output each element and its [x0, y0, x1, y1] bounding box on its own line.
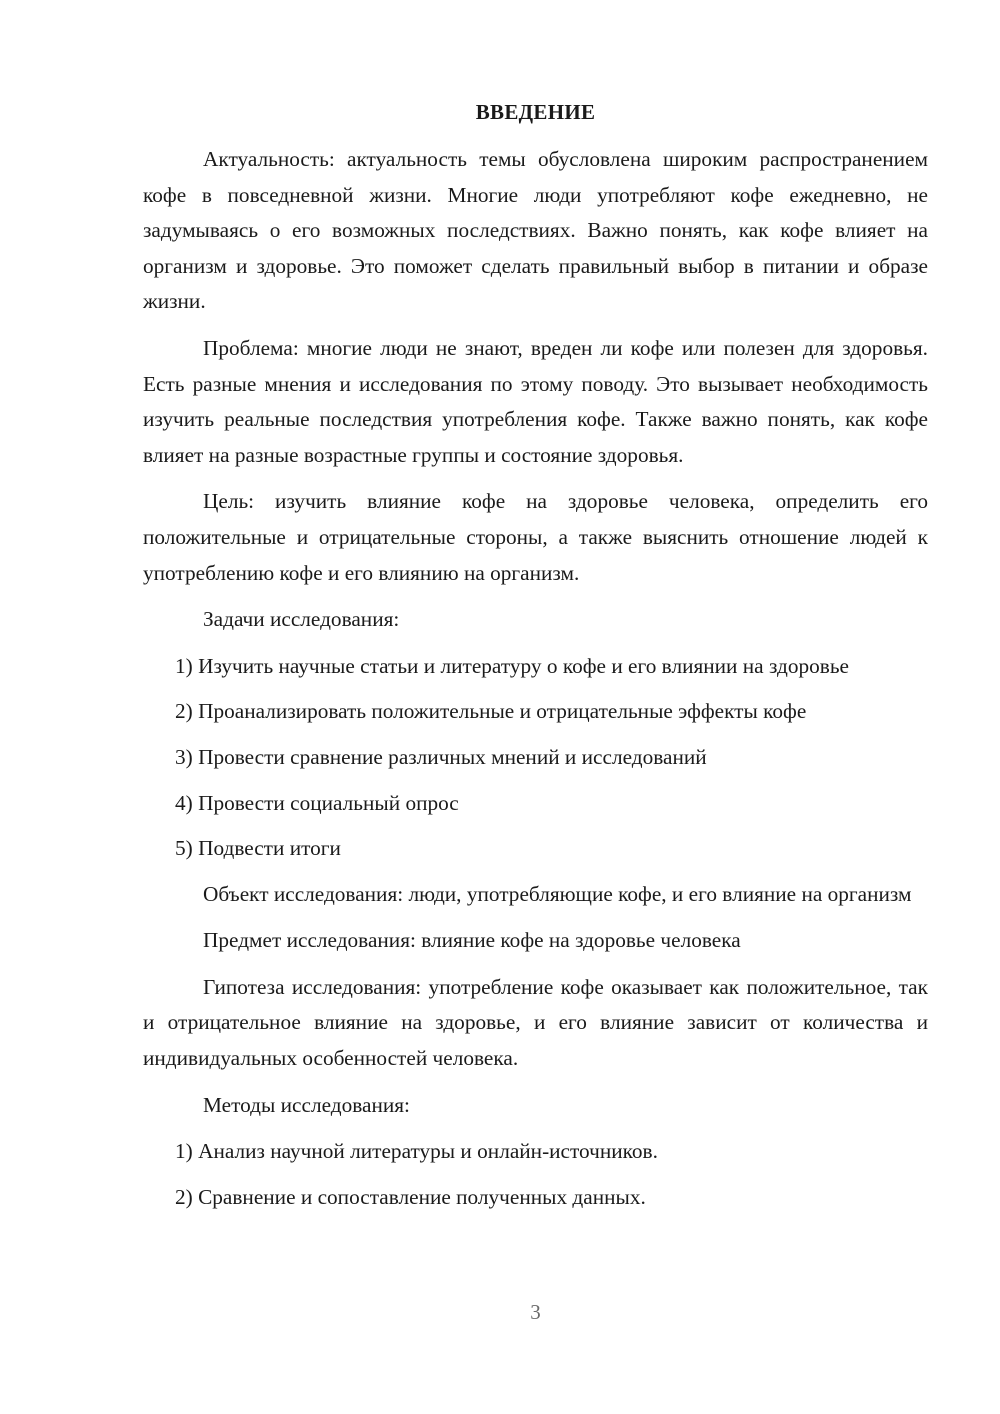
- problem-paragraph: Проблема: многие люди не знают, вреден ли кофе или полезен для здоровья. Есть разные мнения и исследования по этому поводу. Это вызывает необходимость изучить реальные последствия употребления кофе. Также важно понять, как кофе влияет на разные возрастные группы и состояние здоровья.: [143, 335, 928, 467]
- method-item-1: 1) Анализ научной литературы и онлайн-источников.: [175, 1139, 658, 1164]
- task-item-2: 2) Проанализировать положительные и отрицательные эффекты кофе: [175, 699, 807, 724]
- section-body: [143, 142, 928, 1225]
- page-number: 3: [530, 1300, 541, 1324]
- task-item-4: 4) Провести социальный опрос: [175, 790, 459, 815]
- hypothesis-paragraph: Гипотеза исследования: употребление кофе оказывает как положительное, так и отрицательное влияние на здоровье, и его влияние зависит от количества и индивидуальных особенностей человека.: [143, 974, 928, 1071]
- subject-paragraph: Предмет исследования: влияние кофе на здоровье человека: [203, 928, 741, 953]
- document-page: [143, 0, 928, 1414]
- section-title: ВВЕДЕНИЕ: [475, 100, 596, 124]
- tasks-heading: Задачи исследования:: [203, 607, 400, 632]
- methods-heading: Методы исследования:: [203, 1092, 410, 1117]
- goal-paragraph: Цель: изучить влияние кофе на здоровье человека, определить его положительные и отрицательные стороны, а также выяснить отношение людей к употреблению кофе и его влиянию на организм.: [143, 489, 928, 585]
- task-item-5: 5) Подвести итоги: [175, 836, 341, 861]
- task-item-3: 3) Провести сравнение различных мнений и исследований: [175, 744, 707, 769]
- task-item-1: 1) Изучить научные статьи и литературу о кофе и его влиянии на здоровье: [175, 653, 849, 678]
- object-paragraph: Объект исследования: люди, употребляющие кофе, и его влияние на организм: [203, 881, 912, 906]
- relevance-paragraph: Актуальность: актуальность темы обусловлена широким распространением кофе в повседневной жизни. Многие люди употребляют кофе ежедневно, не задумываясь о его возможных последствиях. Важно понять, как кофе влияет на организм и здоровье. Это поможет сделать правильный выбор в питании и образе жизни.: [143, 147, 928, 314]
- method-item-2: 2) Сравнение и сопоставление полученных данных.: [175, 1184, 646, 1209]
